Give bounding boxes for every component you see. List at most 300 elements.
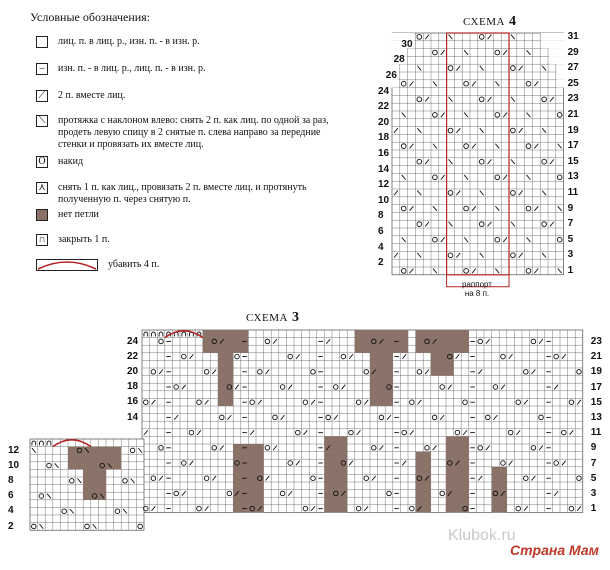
no-stitch-cell: [332, 436, 340, 444]
no-stitch-cell: [233, 345, 241, 353]
no-stitch-cell: [416, 482, 424, 490]
scheme4-number: 4: [508, 14, 517, 29]
no-stitch-cell: [423, 345, 431, 353]
legend-text: убавить 4 п.: [108, 259, 160, 270]
no-stitch-cell: [385, 391, 393, 399]
no-stitch-cell: [362, 338, 370, 346]
legend-symbol-icon: ∩: [36, 234, 48, 246]
no-stitch-cell: [355, 338, 363, 346]
no-stitch-cell: [385, 368, 393, 376]
row-number: 14: [378, 163, 390, 175]
no-stitch-cell: [203, 338, 211, 346]
row-number: 1: [567, 265, 574, 276]
no-stitch-cell: [340, 452, 348, 460]
row-number: 4: [8, 505, 14, 517]
no-stitch-cell: [461, 482, 469, 490]
no-stitch-cell: [332, 444, 340, 452]
no-stitch-cell: [324, 474, 332, 482]
no-stitch-cell: [340, 467, 348, 475]
no-stitch-cell: [385, 398, 393, 406]
no-stitch-cell: [385, 353, 393, 361]
no-stitch-cell: [446, 482, 454, 490]
no-stitch-cell: [203, 330, 211, 338]
watermark-strana-mam: Страна Мам: [510, 542, 600, 558]
no-stitch-cell: [454, 330, 462, 338]
no-stitch-cell: [446, 368, 454, 376]
no-stitch-cell: [423, 497, 431, 505]
legend-text: снять 1 п. как лиц., провязать 2 п. вместе лиц. и протянуть полученную п. через снятую п.: [58, 182, 307, 205]
no-stitch-cell: [218, 383, 226, 391]
no-stitch-cell: [461, 452, 469, 460]
no-stitch-cell: [378, 398, 386, 406]
row-number: 8: [8, 475, 14, 486]
no-stitch-cell: [492, 482, 500, 490]
no-stitch-cell: [385, 345, 393, 353]
no-stitch-cell: [499, 497, 507, 505]
row-number: 7: [567, 218, 574, 230]
row-number: 13: [590, 412, 602, 423]
no-stitch-cell: [461, 497, 469, 505]
no-stitch-cell: [218, 398, 226, 406]
no-stitch-cell: [233, 467, 241, 475]
legend-symbol-icon: ⟍: [36, 115, 48, 127]
no-stitch-cell: [248, 474, 256, 482]
scheme4-edge-mask: [541, 41, 564, 49]
no-stitch-cell: [423, 330, 431, 338]
legend-title: Условные обозначения:: [30, 10, 151, 24]
no-stitch-cell: [91, 447, 99, 455]
scheme4-title-text: СХЕМА: [463, 16, 505, 28]
row-number: 27: [567, 62, 579, 74]
no-stitch-cell: [370, 330, 378, 338]
no-stitch-cell: [114, 454, 122, 462]
legend-text: нет петли: [58, 209, 99, 220]
row-number: 15: [590, 396, 602, 408]
no-stitch-cell: [218, 368, 226, 376]
no-stitch-cell: [218, 376, 226, 384]
legend-symbol-icon: –: [36, 63, 48, 75]
no-stitch-cell: [332, 482, 340, 490]
no-stitch-cell: [68, 447, 76, 455]
row-number: 17: [590, 381, 602, 393]
no-stitch-cell: [438, 338, 446, 346]
no-stitch-cell: [340, 474, 348, 482]
no-stitch-cell: [233, 482, 241, 490]
no-stitch-cell: [385, 360, 393, 368]
row-number: 1: [590, 503, 597, 515]
scheme4-edge-mask: [549, 49, 565, 57]
legend-symbol-icon: ⋏: [36, 182, 48, 194]
no-stitch-cell: [98, 447, 106, 455]
no-stitch-cell: [233, 338, 241, 346]
no-stitch-cell: [218, 353, 226, 361]
no-stitch-cell: [461, 474, 469, 482]
legend-text: 2 п. вместе лиц.: [58, 90, 126, 101]
no-stitch-cell: [438, 345, 446, 353]
no-stitch-cell: [241, 482, 249, 490]
no-stitch-cell: [324, 436, 332, 444]
no-stitch-cell: [461, 459, 469, 467]
row-number: 18: [378, 132, 390, 144]
no-stitch-cell: [454, 497, 462, 505]
no-stitch-cell: [446, 345, 454, 353]
row-number: 4: [378, 241, 384, 253]
no-stitch-cell: [218, 345, 226, 353]
no-stitch-cell: [340, 505, 348, 513]
no-stitch-cell: [454, 482, 462, 490]
row-number: 17: [567, 140, 579, 152]
no-stitch-cell: [91, 469, 99, 477]
no-stitch-cell: [446, 444, 454, 452]
no-stitch-cell: [68, 454, 76, 462]
row-number: 13: [567, 171, 579, 183]
no-stitch-cell: [233, 474, 241, 482]
no-stitch-cell: [378, 383, 386, 391]
repeat-label-line1: раппорт: [462, 280, 492, 289]
no-stitch-cell: [400, 345, 408, 353]
no-stitch-cell: [461, 467, 469, 475]
no-stitch-cell: [499, 482, 507, 490]
no-stitch-cell: [499, 474, 507, 482]
no-stitch-cell: [226, 376, 234, 384]
no-stitch-cell: [83, 485, 91, 493]
no-stitch-cell: [91, 454, 99, 462]
no-stitch-cell: [378, 345, 386, 353]
no-stitch-cell: [499, 467, 507, 475]
no-stitch-cell: [446, 505, 454, 513]
row-number: 24: [127, 335, 139, 347]
no-stitch-cell: [385, 338, 393, 346]
no-stitch-cell: [378, 376, 386, 384]
no-stitch-cell: [233, 330, 241, 338]
no-stitch-cell: [256, 497, 264, 505]
row-number: 3: [590, 488, 597, 499]
row-number: 12: [378, 179, 390, 191]
no-stitch-cell: [324, 452, 332, 460]
no-stitch-cell: [340, 444, 348, 452]
no-stitch-cell: [332, 452, 340, 460]
no-stitch-cell: [438, 368, 446, 376]
no-stitch-cell: [256, 459, 264, 467]
no-stitch-cell: [340, 497, 348, 505]
no-stitch-cell: [226, 330, 234, 338]
no-stitch-cell: [355, 345, 363, 353]
no-stitch-cell: [91, 477, 99, 485]
no-stitch-cell: [416, 345, 424, 353]
no-stitch-cell: [499, 505, 507, 513]
no-stitch-cell: [324, 490, 332, 498]
scheme4-edge-mask: [557, 72, 565, 80]
no-stitch-cell: [83, 477, 91, 485]
no-stitch-cell: [332, 505, 340, 513]
row-number: 6: [8, 490, 14, 502]
row-number: 15: [567, 155, 579, 167]
no-stitch-cell: [324, 505, 332, 513]
row-number: 31: [567, 31, 579, 42]
no-stitch-cell: [385, 330, 393, 338]
row-number: 21: [590, 351, 602, 363]
no-stitch-cell: [241, 452, 249, 460]
legend-text: изн. п. - в лиц. р., лиц. п. - в изн. р.: [58, 63, 206, 74]
no-stitch-cell: [400, 330, 408, 338]
legend-symbol-icon: ⟋: [36, 90, 48, 102]
no-stitch-cell: [431, 360, 439, 368]
no-stitch-cell: [416, 490, 424, 498]
no-stitch-cell: [378, 368, 386, 376]
no-stitch-cell: [454, 474, 462, 482]
repeat-label: [447, 280, 507, 298]
no-stitch-cell: [332, 497, 340, 505]
scheme4-edge-mask: [557, 80, 565, 88]
no-stitch-cell: [385, 376, 393, 384]
no-stitch-cell: [106, 447, 114, 455]
no-stitch-cell: [83, 462, 91, 470]
no-stitch-cell: [226, 338, 234, 346]
no-stitch-cell: [446, 467, 454, 475]
no-stitch-cell: [218, 330, 226, 338]
row-number: 10: [378, 194, 390, 206]
no-stitch-cell: [362, 330, 370, 338]
no-stitch-cell: [454, 452, 462, 460]
no-stitch-cell: [332, 459, 340, 467]
no-stitch-cell: [378, 330, 386, 338]
scheme4-edge-mask: [541, 33, 564, 41]
row-number: 14: [127, 411, 139, 423]
watermark-klubok: Klubok.ru: [448, 527, 516, 544]
no-stitch-cell: [416, 330, 424, 338]
row-number: 22: [378, 101, 390, 113]
no-stitch-cell: [241, 467, 249, 475]
no-stitch-cell: [370, 353, 378, 361]
no-stitch-cell: [248, 490, 256, 498]
row-number: 16: [127, 396, 139, 408]
scheme4-edge-mask: [549, 56, 565, 64]
no-stitch-cell: [454, 436, 462, 444]
no-stitch-cell: [446, 360, 454, 368]
repeat-label-line2: на 8 п.: [464, 289, 490, 298]
no-stitch-cell: [454, 467, 462, 475]
no-stitch-cell: [454, 505, 462, 513]
no-stitch-cell: [446, 338, 454, 346]
row-number: 11: [567, 187, 579, 198]
row-number: 3: [567, 249, 574, 261]
scheme3-title-text: СХЕМА: [246, 312, 288, 324]
row-number: 23: [590, 336, 602, 347]
no-stitch-cell: [393, 345, 401, 353]
no-stitch-cell: [114, 462, 122, 470]
row-number: 5: [567, 233, 574, 245]
no-stitch-cell: [218, 360, 226, 368]
no-stitch-cell: [393, 330, 401, 338]
no-stitch-cell: [256, 482, 264, 490]
no-stitch-cell: [210, 330, 218, 338]
row-number: 2: [378, 257, 384, 269]
no-stitch-cell: [203, 345, 211, 353]
no-stitch-cell: [248, 459, 256, 467]
no-stitch-cell: [241, 330, 249, 338]
row-number: 7: [590, 457, 597, 469]
row-number: 9: [590, 442, 597, 454]
no-stitch-cell: [431, 330, 439, 338]
legend-symbol-icon: O: [36, 156, 48, 168]
no-stitch-cell: [446, 497, 454, 505]
no-stitch-cell: [370, 360, 378, 368]
row-number: 18: [127, 381, 139, 393]
no-stitch-cell: [362, 345, 370, 353]
no-stitch-cell: [248, 444, 256, 452]
no-stitch-cell: [370, 391, 378, 399]
no-stitch-cell: [378, 353, 386, 361]
no-stitch-cell: [233, 452, 241, 460]
no-stitch-cell: [461, 444, 469, 452]
no-stitch-cell: [324, 497, 332, 505]
no-stitch-cell: [378, 360, 386, 368]
row-number: 28: [393, 54, 405, 66]
no-stitch-cell: [492, 467, 500, 475]
no-stitch-cell: [492, 505, 500, 513]
no-stitch-cell: [256, 444, 264, 452]
scheme3-number: 3: [291, 310, 300, 325]
no-stitch-cell: [461, 436, 469, 444]
no-stitch-cell: [241, 497, 249, 505]
no-stitch-cell: [218, 391, 226, 399]
legend-text: накид: [58, 156, 84, 167]
no-stitch-cell: [416, 338, 424, 346]
no-stitch-cell: [226, 353, 234, 361]
no-stitch-cell: [233, 505, 241, 513]
no-stitch-cell: [461, 338, 469, 346]
row-number: 24: [378, 85, 390, 97]
row-number: 6: [378, 226, 384, 237]
no-stitch-cell: [114, 447, 122, 455]
no-stitch-cell: [226, 368, 234, 376]
no-stitch-cell: [256, 467, 264, 475]
row-number: 20: [127, 366, 139, 377]
no-stitch-cell: [83, 492, 91, 500]
no-stitch-cell: [454, 345, 462, 353]
no-stitch-cell: [76, 454, 84, 462]
no-stitch-cell: [416, 459, 424, 467]
legend-text: протяжка с наклоном влево: снять 2 п. как лиц. по одной за раз, продеть левую спицу в 2 снятые п. слева направо за передние стенки и провязать их вместе лиц.: [58, 115, 329, 150]
no-stitch-cell: [210, 345, 218, 353]
row-number: 25: [567, 77, 579, 89]
row-number: 22: [127, 350, 139, 362]
no-stitch-cell: [233, 444, 241, 452]
no-stitch-cell: [423, 505, 431, 513]
no-stitch-cell: [370, 376, 378, 384]
no-stitch-cell: [226, 360, 234, 368]
row-number: 30: [401, 38, 413, 50]
no-stitch-cell: [461, 345, 469, 353]
row-number: 16: [378, 148, 390, 159]
no-stitch-cell: [68, 462, 76, 470]
legend-text: лиц. п. в лиц. р., изн. п. - в изн. р.: [58, 36, 200, 47]
no-stitch-cell: [83, 454, 91, 462]
no-stitch-cell: [324, 482, 332, 490]
no-stitch-cell: [454, 338, 462, 346]
row-number: 21: [567, 109, 579, 120]
row-number: 2: [8, 520, 14, 532]
no-stitch-cell: [400, 338, 408, 346]
no-stitch-cell: [438, 353, 446, 361]
no-stitch-cell: [332, 474, 340, 482]
row-number: 11: [590, 427, 602, 439]
no-stitch-cell: [370, 345, 378, 353]
no-stitch-cell: [91, 485, 99, 493]
no-stitch-cell: [324, 459, 332, 467]
no-stitch-cell: [423, 467, 431, 475]
no-stitch-cell: [454, 444, 462, 452]
row-number: 23: [567, 93, 579, 105]
no-stitch-cell: [461, 330, 469, 338]
scheme4-edge-mask: [557, 64, 565, 72]
no-stitch-cell: [431, 353, 439, 361]
no-stitch-cell: [256, 452, 264, 460]
no-stitch-cell: [98, 454, 106, 462]
row-number: 19: [567, 124, 579, 136]
no-stitch-cell: [416, 452, 424, 460]
row-number: 19: [590, 366, 602, 378]
no-stitch-cell: [378, 391, 386, 399]
no-stitch-cell: [83, 469, 91, 477]
legend-text: закрыть 1 п.: [58, 234, 110, 245]
no-stitch-cell: [248, 497, 256, 505]
no-stitch-cell: [324, 467, 332, 475]
no-stitch-cell: [446, 474, 454, 482]
no-stitch-cell: [241, 345, 249, 353]
no-stitch-cell: [423, 459, 431, 467]
row-number: 10: [8, 459, 20, 471]
no-stitch-cell: [446, 330, 454, 338]
no-stitch-cell: [98, 469, 106, 477]
row-number: 5: [590, 472, 597, 484]
row-number: 12: [8, 444, 20, 456]
no-stitch-cell: [226, 345, 234, 353]
no-stitch-cell: [438, 360, 446, 368]
row-number: 8: [378, 210, 384, 222]
no-stitch-cell: [416, 467, 424, 475]
no-stitch-cell: [431, 368, 439, 376]
no-stitch-cell: [423, 452, 431, 460]
row-number: 9: [567, 202, 574, 214]
no-stitch-cell: [98, 477, 106, 485]
row-number: 26: [385, 70, 397, 81]
no-stitch-cell: [248, 452, 256, 460]
no-stitch-cell: [340, 482, 348, 490]
no-stitch-cell: [355, 330, 363, 338]
no-stitch-cell: [431, 345, 439, 353]
no-stitch-cell: [340, 436, 348, 444]
no-stitch-cell: [248, 467, 256, 475]
no-stitch-cell: [98, 485, 106, 493]
no-stitch-cell: [226, 398, 234, 406]
no-stitch-cell: [248, 482, 256, 490]
no-stitch-cell: [446, 436, 454, 444]
no-stitch-cell: [438, 330, 446, 338]
no-stitch-cell: [226, 391, 234, 399]
no-stitch-cell: [370, 398, 378, 406]
no-stitch-cell: [454, 490, 462, 498]
no-stitch-cell: [256, 490, 264, 498]
no-stitch-cell: [233, 497, 241, 505]
row-number: 29: [567, 46, 579, 58]
no-stitch-cell: [492, 474, 500, 482]
no-stitch-cell: [76, 462, 84, 470]
no-stitch-cell: [332, 467, 340, 475]
no-stitch-cell: [423, 490, 431, 498]
no-stitch-cell: [416, 497, 424, 505]
no-stitch-cell: [492, 497, 500, 505]
